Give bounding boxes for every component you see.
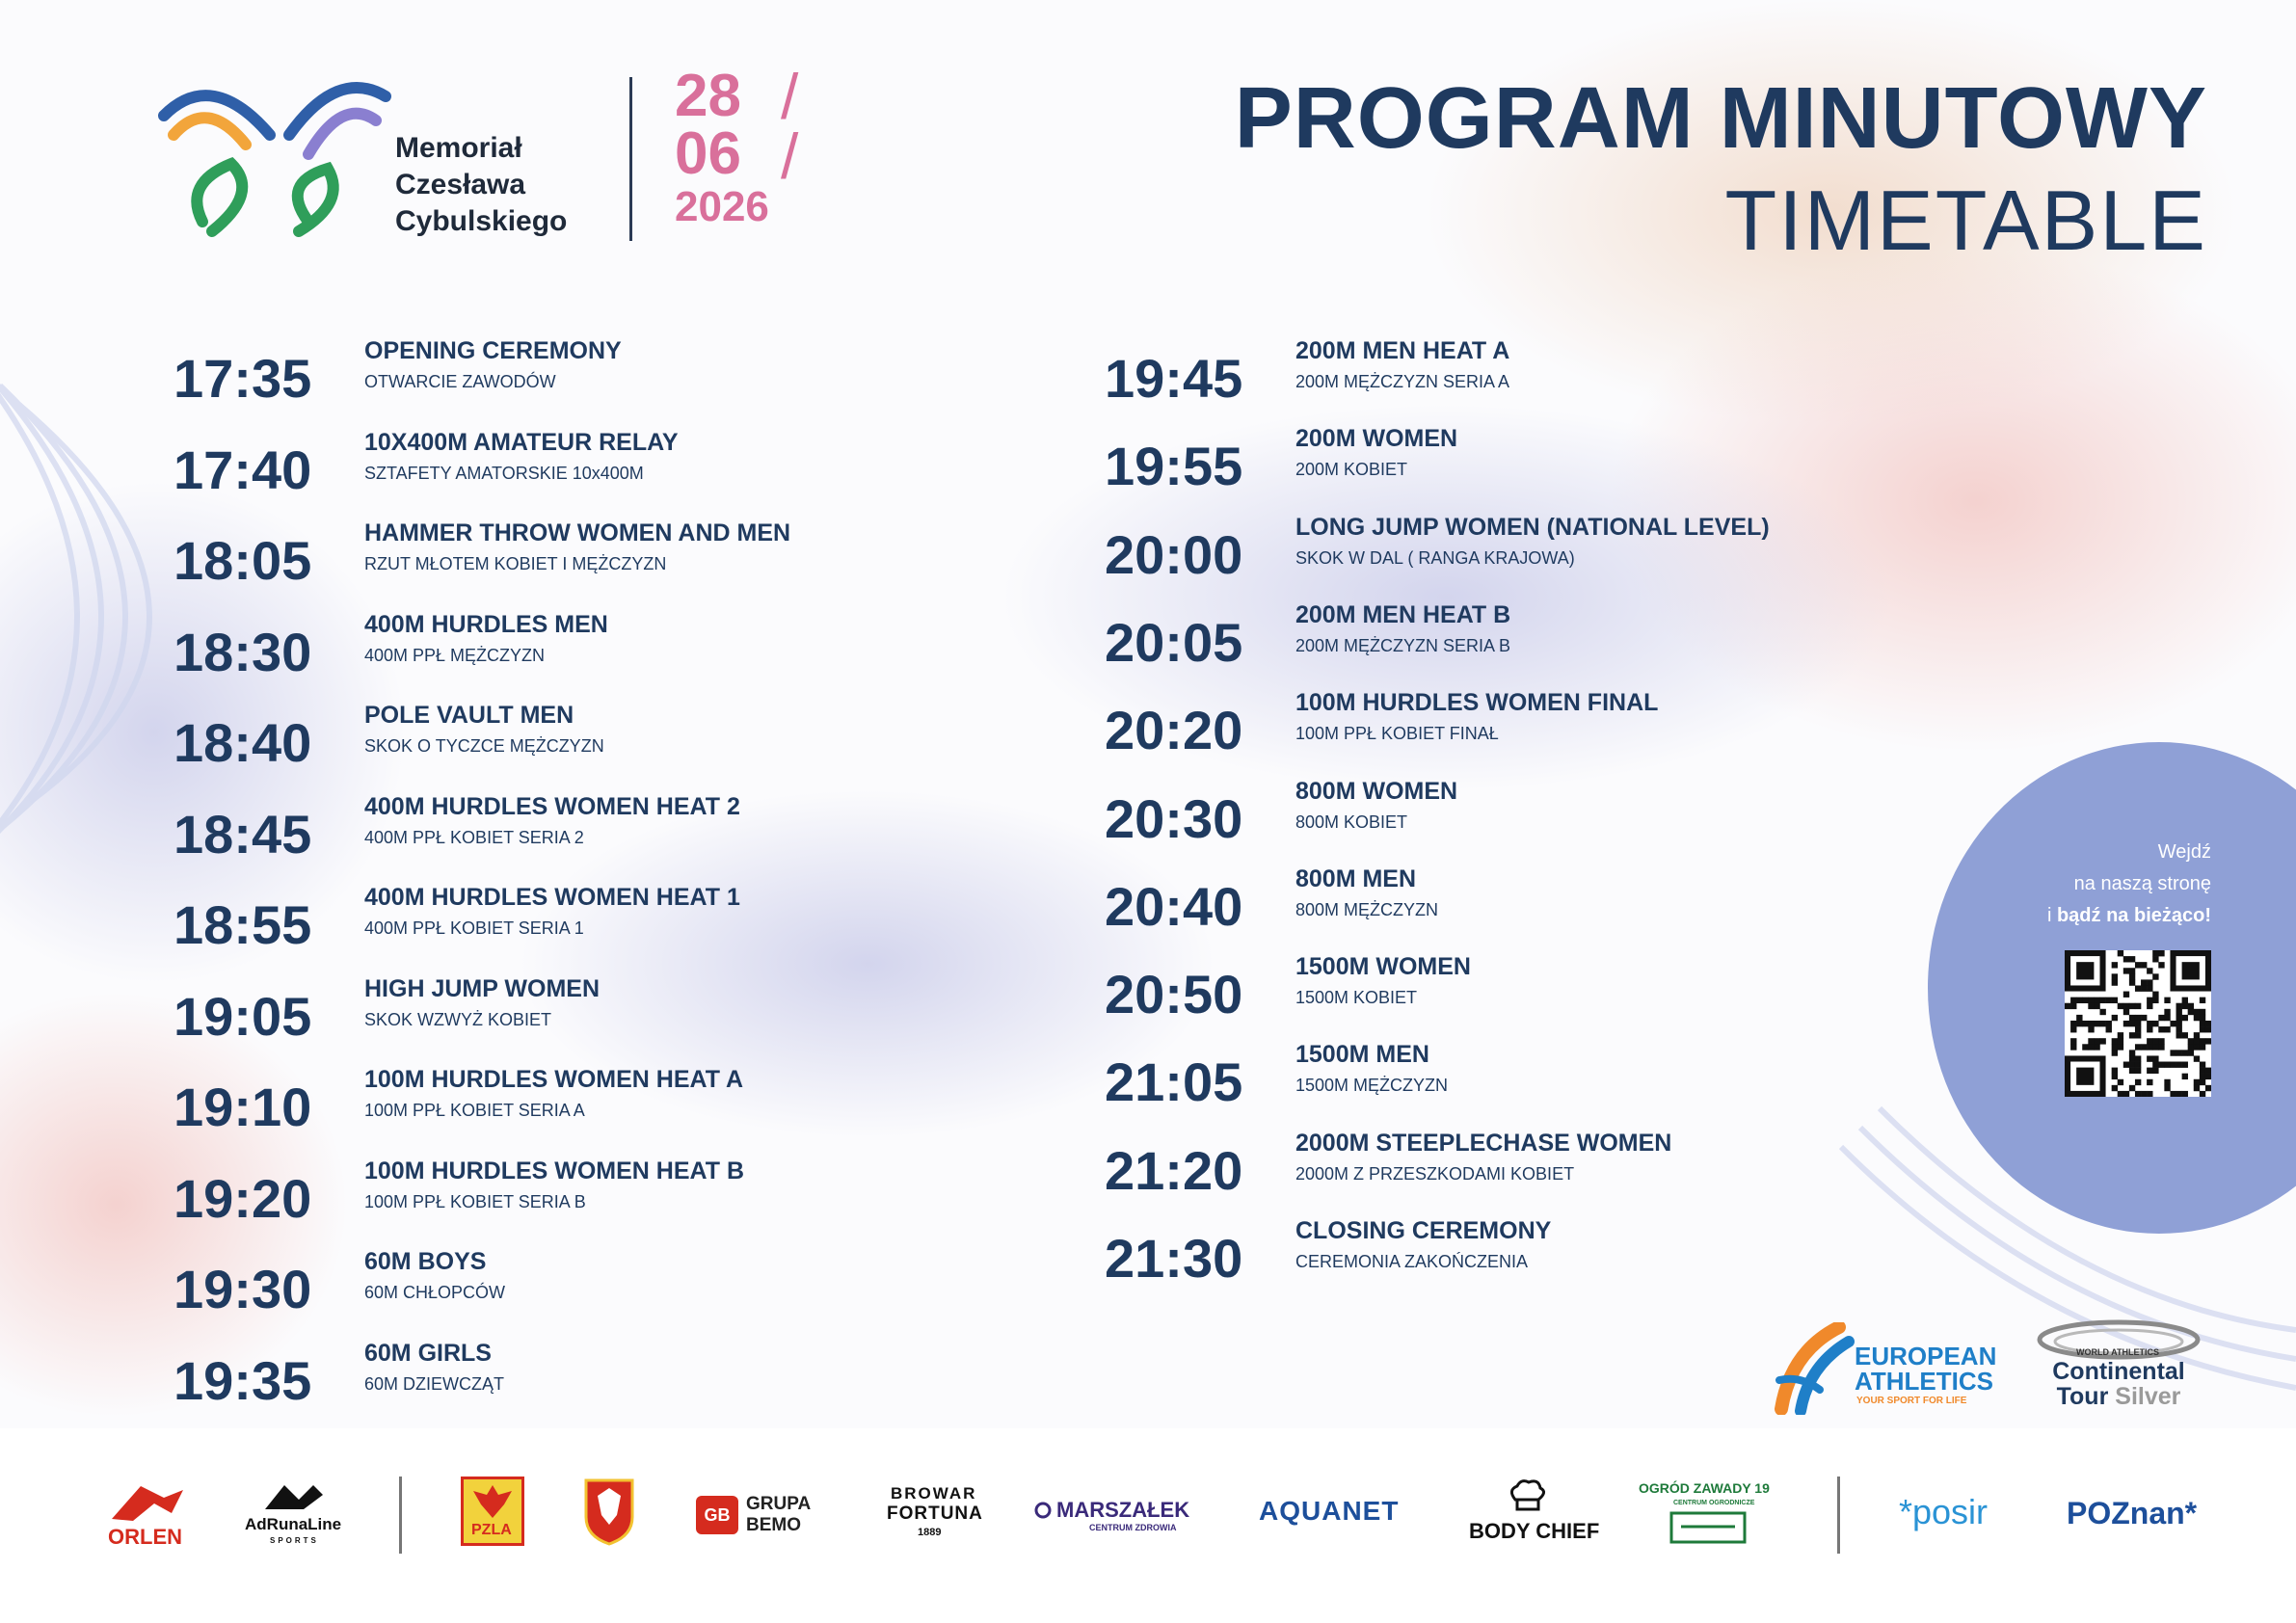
continental-tour-logo — [2032, 1313, 2205, 1419]
event-time: 19:20 — [174, 1167, 312, 1229]
event-name-pl: SKOK O TYCZCE MĘŻCZYZN — [364, 736, 604, 756]
aquanet-logo: AQUANET — [1259, 1496, 1400, 1526]
event-name-en: 60M BOYS — [364, 1248, 487, 1275]
adrunaline-text: AdRunaLine — [245, 1515, 342, 1533]
event-time: 19:10 — [174, 1077, 312, 1137]
sponsor-separator-1 — [399, 1477, 402, 1554]
schedule-item — [1105, 1217, 1779, 1304]
event-name-pl: 200M MĘŻCZYZN SERIA A — [1295, 372, 1510, 391]
city-crest-logo — [584, 1475, 634, 1546]
schedule-item — [1105, 425, 1779, 512]
event-name-pl: 100M PPŁ KOBIET SERIA A — [364, 1101, 585, 1120]
schedule-item — [174, 519, 848, 606]
marszalek-logo — [1033, 1498, 1207, 1536]
event-name-pl: SKOK WZWYŻ KOBIET — [364, 1009, 552, 1029]
event-name-en: 800M WOMEN — [1295, 777, 1458, 805]
schedule-item — [1105, 1041, 1779, 1128]
event-name-pl: 2000M Z PRZESZKODAMI KOBIET — [1295, 1163, 1575, 1184]
event-time: 19:55 — [1105, 436, 1243, 497]
marszalek-ring-icon — [1033, 1501, 1053, 1520]
orlen-eagle-icon — [104, 1480, 191, 1523]
event-time: 17:35 — [174, 348, 312, 409]
event-date — [675, 61, 799, 231]
event-name-en: OPENING CEREMONY — [364, 337, 622, 364]
pzla-eagle-icon — [464, 1481, 521, 1522]
event-name-en: CLOSING CEREMONY — [1295, 1217, 1552, 1244]
page-title: PROGRAM MINUTOWY — [1234, 70, 2207, 167]
schedule-item — [174, 975, 848, 1062]
event-name-pl: 800M KOBIET — [1295, 812, 1408, 832]
qr-promo-line3-bold: bądź na bieżąco! — [2056, 905, 2211, 926]
event-name-pl: 100M PPŁ KOBIET SERIA B — [364, 1191, 586, 1211]
qr-code[interactable] — [2065, 950, 2211, 1097]
event-time: 21:05 — [1105, 1051, 1243, 1113]
ogrod-logo — [1639, 1480, 1783, 1550]
ogrod-text: OGRÓD ZAWADY 19 — [1639, 1480, 1770, 1496]
posir-logo: *posir — [1899, 1492, 1989, 1531]
schedule-item — [174, 793, 848, 880]
schedule-item — [174, 429, 848, 516]
browar-line2: FORTUNA — [887, 1503, 983, 1524]
event-time: 18:05 — [174, 530, 312, 591]
event-name-en: 400M HURDLES MEN — [364, 610, 608, 638]
chef-hat-icon — [1508, 1478, 1546, 1513]
poznan-logo: POZnan* — [2067, 1496, 2198, 1530]
event-name-en: 100M HURDLES WOMEN FINAL — [1295, 689, 1659, 717]
event-time: 20:00 — [1105, 523, 1243, 585]
event-name-en: 2000M STEEPLECHASE WOMEN — [1295, 1129, 1672, 1157]
event-name-en: POLE VAULT MEN — [364, 702, 574, 729]
grupa-bemo-badge: GB — [696, 1496, 738, 1534]
browar-line3: 1889 — [918, 1527, 942, 1538]
event-time: 20:40 — [1105, 875, 1243, 937]
event-name-pl: 400M PPŁ KOBIET SERIA 2 — [364, 827, 584, 847]
event-name-en: 1500M MEN — [1295, 1041, 1429, 1069]
wact-line2-a: Tour — [2056, 1383, 2116, 1410]
schedule-item — [1105, 865, 1779, 952]
european-athletics-icon — [1772, 1322, 1858, 1415]
qr-promo-line3-prefix: i — [2046, 905, 2057, 926]
event-time: 19:05 — [174, 985, 312, 1047]
event-name — [395, 130, 567, 240]
adrunaline-icon — [260, 1480, 328, 1513]
event-date-year: 2026 — [675, 183, 769, 230]
ea-name-line2: ATHLETICS — [1855, 1367, 1993, 1396]
event-name-pl: 200M MĘŻCZYZN SERIA B — [1295, 635, 1511, 655]
event-name-pl: 60M CHŁOPCÓW — [364, 1283, 506, 1302]
event-name-en: 60M GIRLS — [364, 1339, 492, 1367]
ea-tagline: YOUR SPORT FOR LIFE — [1856, 1396, 1967, 1406]
qr-code-icon — [2065, 950, 2211, 1097]
pzla-text: PZLA — [471, 1522, 512, 1538]
ogrod-subtext: CENTRUM OGRODNICZE — [1673, 1500, 1755, 1506]
event-time: 18:40 — [174, 712, 312, 773]
event-name-pl: CEREMONIA ZAKOŃCZENIA — [1295, 1252, 1529, 1271]
event-name-pl: SKOK W DAL ( RANGA KRAJOWA) — [1295, 547, 1575, 568]
event-name-en: 800M MEN — [1295, 865, 1417, 892]
event-name-pl: OTWARCIE ZAWODÓW — [364, 372, 556, 391]
event-name-pl: 1500M MĘŻCZYZN — [1295, 1076, 1449, 1096]
event-logo-block — [154, 61, 829, 251]
event-name-en: LONG JUMP WOMEN (NATIONAL LEVEL) — [1295, 513, 1770, 541]
event-name-pl: 800M MĘŻCZYZN — [1295, 899, 1439, 919]
schedule-item — [174, 702, 848, 788]
event-time: 20:30 — [1105, 787, 1243, 849]
wact-small-label: WORLD ATHLETICS — [2076, 1347, 2159, 1357]
wact-line2-b: Silver — [2115, 1383, 2181, 1410]
event-time: 20:05 — [1105, 611, 1243, 673]
event-name-line1: Memoriał — [395, 132, 522, 164]
date-slash-2: / — [781, 120, 799, 192]
event-name-en: 400M HURDLES WOMEN HEAT 1 — [364, 884, 740, 911]
schedule-item — [1105, 689, 1779, 776]
event-time: 18:45 — [174, 803, 312, 865]
event-name-pl: 60M DZIEWCZĄT — [364, 1373, 505, 1394]
schedule-item — [1105, 601, 1779, 688]
memorial-logo-icon — [154, 77, 395, 241]
event-name-en: 200M MEN HEAT A — [1295, 337, 1510, 364]
browar-line1: BROWAR — [891, 1484, 977, 1503]
schedule-item — [174, 611, 848, 698]
event-name-en: 400M HURDLES WOMEN HEAT 2 — [364, 792, 740, 820]
schedule-item — [174, 1340, 848, 1426]
event-name-en: HIGH JUMP WOMEN — [364, 974, 600, 1002]
schedule-item — [174, 884, 848, 971]
body-chief-logo — [1469, 1478, 1600, 1548]
event-name-en: 100M HURDLES WOMEN HEAT A — [364, 1066, 744, 1093]
event-name-pl: RZUT MŁOTEM KOBIET I MĘŻCZYZN — [364, 554, 667, 573]
schedule-item — [174, 337, 848, 424]
browar-fortuna-logo — [887, 1484, 983, 1552]
qr-promo-line3 — [2047, 900, 2211, 932]
qr-promo-line2: na naszą stronę — [2073, 873, 2211, 894]
event-name-line2: Czesława — [395, 169, 526, 200]
event-time: 17:40 — [174, 439, 312, 500]
ea-name-line1: EUROPEAN — [1855, 1342, 1997, 1370]
marszalek-text: MARSZAŁEK — [1056, 1498, 1190, 1522]
schedule-item — [1105, 1130, 1779, 1216]
city-crest-icon — [584, 1475, 634, 1546]
schedule-item — [1105, 514, 1779, 600]
grupa-bemo-logo — [696, 1492, 831, 1538]
ea-name — [1855, 1344, 1996, 1394]
event-time: 20:50 — [1105, 964, 1243, 1025]
qr-promo-line1: Wejdź — [2157, 841, 2211, 863]
event-name-pl: 1500M KOBIET — [1295, 988, 1418, 1008]
event-name-line3: Cybulskiego — [395, 205, 568, 237]
sponsor-separator-2 — [1837, 1477, 1840, 1554]
event-time: 19:45 — [1105, 348, 1243, 409]
marszalek-subtext: CENTRUM ZDROWIA — [1089, 1523, 1177, 1532]
header-divider — [629, 77, 632, 241]
date-slash-1: / — [781, 61, 799, 132]
schedule-item — [1105, 953, 1779, 1040]
body-chief-text: BODY CHIEF — [1469, 1519, 1600, 1543]
event-name-en: 1500M WOMEN — [1295, 953, 1471, 981]
event-name-en: 200M WOMEN — [1295, 425, 1458, 453]
event-name-pl: 200M KOBIET — [1295, 460, 1408, 480]
event-name-en: HAMMER THROW WOMEN AND MEN — [364, 519, 791, 546]
pzla-logo — [461, 1477, 524, 1546]
event-name-pl: 400M PPŁ MĘŻCZYZN — [364, 645, 546, 665]
qr-promo-text — [2047, 837, 2211, 932]
adrunaline-logo — [241, 1480, 347, 1548]
orlen-text: ORLEN — [108, 1525, 182, 1549]
page-subtitle: TIMETABLE — [1724, 173, 2207, 268]
european-athletics-logo — [1772, 1322, 1997, 1415]
event-name-pl: 400M PPŁ KOBIET SERIA 1 — [364, 918, 584, 938]
event-time: 18:55 — [174, 894, 312, 955]
event-name-pl: 100M PPŁ KOBIET FINAŁ — [1295, 724, 1499, 744]
event-name-pl: SZTAFETY AMATORSKIE 10x400M — [364, 463, 644, 483]
event-time: 21:30 — [1105, 1228, 1243, 1289]
event-date-day: 28 — [675, 63, 741, 129]
grupa-bemo-line2: BEMO — [746, 1515, 801, 1535]
event-name-en: 200M MEN HEAT B — [1295, 600, 1511, 628]
ogrod-gate-icon — [1669, 1511, 1747, 1544]
schedule-item — [1105, 337, 1779, 424]
adrunaline-subtext: SPORTS — [270, 1536, 319, 1545]
event-time: 20:20 — [1105, 700, 1243, 761]
wact-line2 — [2032, 1384, 2205, 1409]
schedule-item — [174, 1157, 848, 1244]
wact-name — [2032, 1359, 2205, 1409]
event-time: 19:30 — [174, 1259, 312, 1319]
wact-line1: Continental — [2052, 1358, 2185, 1385]
event-time: 19:35 — [174, 1349, 312, 1411]
schedule-item — [1105, 778, 1779, 865]
schedule-item — [174, 1066, 848, 1153]
schedule-item — [174, 1248, 848, 1335]
event-name-en: 100M HURDLES WOMEN HEAT B — [364, 1157, 745, 1184]
event-date-month: 06 — [675, 120, 741, 187]
event-time: 21:20 — [1105, 1139, 1243, 1201]
event-name-en: 10X400M AMATEUR RELAY — [364, 428, 679, 456]
orlen-logo — [104, 1480, 191, 1548]
event-time: 18:30 — [174, 621, 312, 682]
grupa-bemo-line1: GRUPA — [746, 1494, 812, 1514]
